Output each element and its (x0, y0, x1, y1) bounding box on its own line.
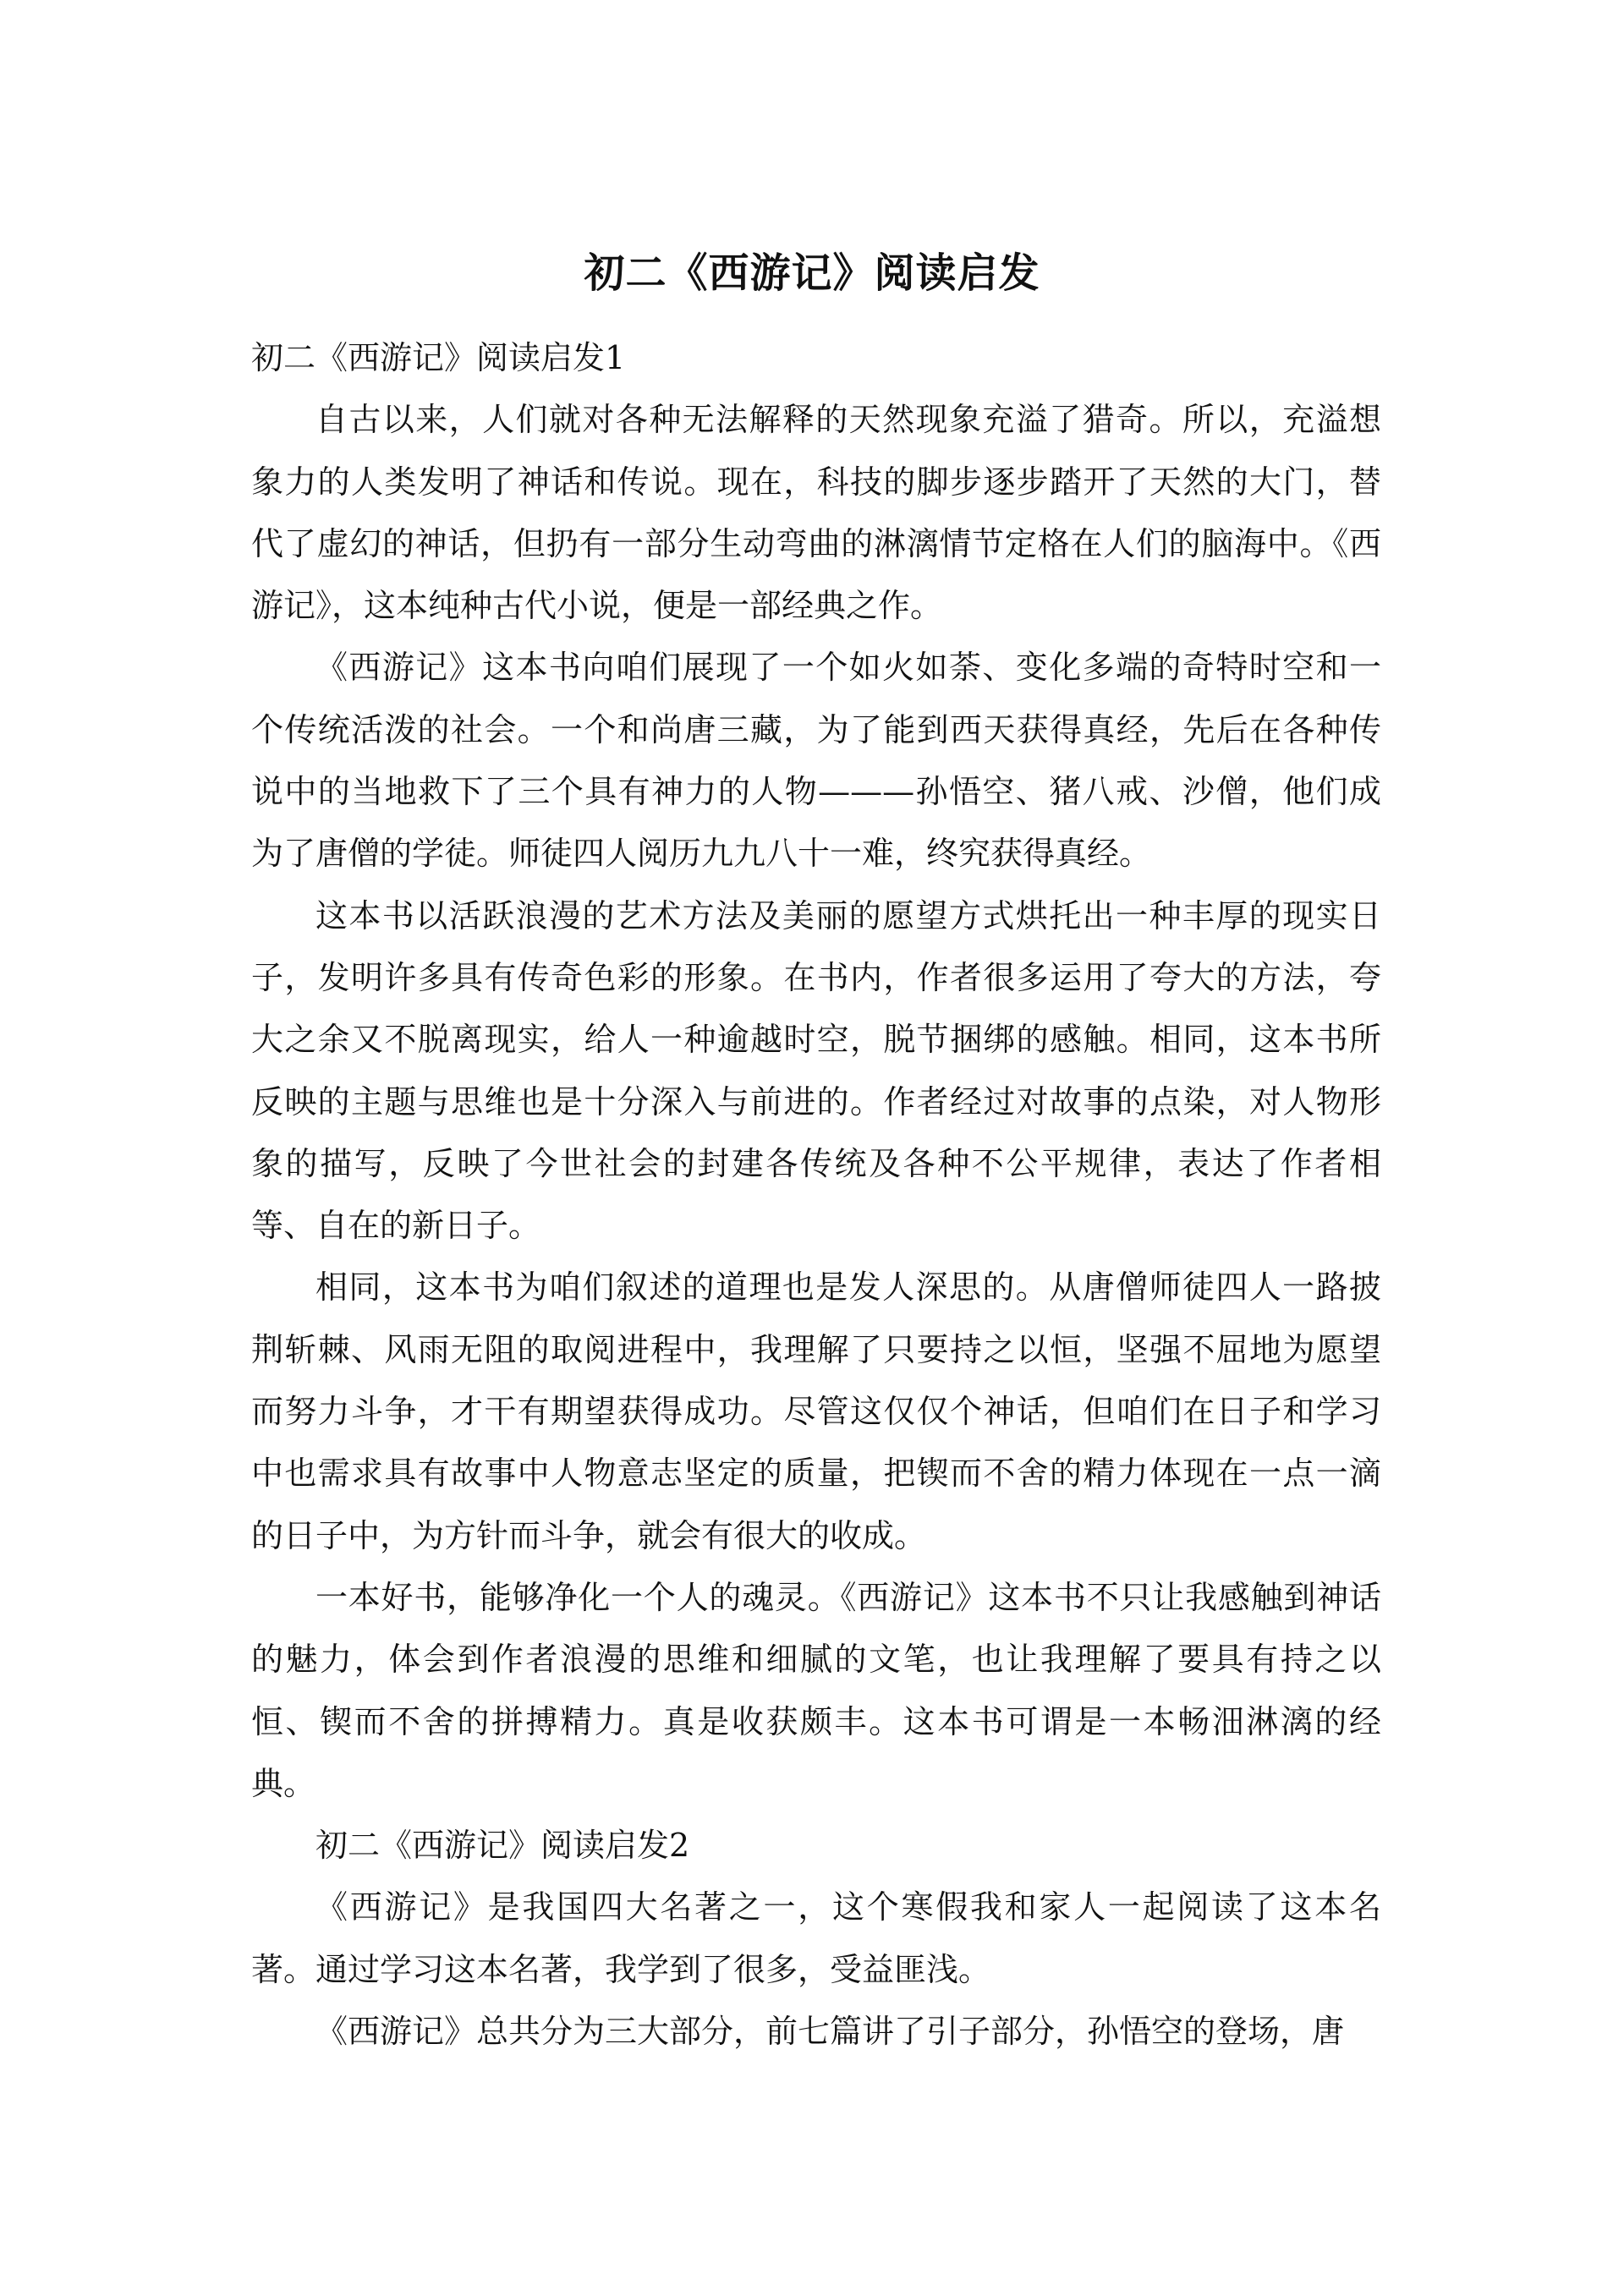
paragraph-line: 《西游记》是我国四大名著之一，这个寒假我和家人一起阅读了这本名 (315, 1888, 1381, 1926)
paragraph (251, 389, 1381, 637)
paragraph (251, 885, 1381, 1258)
section-heading (251, 1815, 1381, 1877)
section-heading-text: 初二《西游记》阅读启发2 (315, 1827, 690, 1865)
paragraph-line: 中也需求具有故事中人物意志坚定的质量，把锲而不舍的精力体现在一点一滴 (251, 1455, 1381, 1493)
paragraph-line: 相同，这本书为咱们叙述的道理也是发人深思的。从唐僧师徒四人一路披 (315, 1269, 1381, 1307)
paragraph-line: 这本书以活跃浪漫的艺术方法及美丽的愿望方式烘托出一种丰厚的现实日 (315, 896, 1381, 934)
paragraph-line: 《西游记》这本书向咱们展现了一个如火如荼、变化多端的奇特时空和一 (315, 649, 1381, 687)
paragraph-line: 反映的主题与思维也是十分深入与前进的。作者经过对故事的点染，对人物形 (251, 1082, 1381, 1121)
paragraph-line: 象的描写，反映了今世社会的封建各传统及各种不公平规律，表达了作者相 (251, 1144, 1381, 1182)
paragraph-line: 游记》，这本纯种古代小说，便是一部经典之作。 (251, 587, 943, 625)
paragraph (251, 637, 1381, 885)
section-heading (251, 327, 1381, 389)
paragraph-line: 的日子中，为方针而斗争，就会有很大的收成。 (251, 1516, 927, 1554)
paragraph-line: 大之余又不脱离现实，给人一种逾越时空，脱节捆绑的感触。相同，这本书所 (251, 1021, 1381, 1059)
paragraph-line: 荆斩棘、风雨无阻的取阅进程中，我理解了只要持之以恒，坚强不屈地为愿望 (251, 1330, 1381, 1368)
paragraph-line: 而努力斗争，才干有期望获得成功。尽管这仅仅个神话，但咱们在日子和学习 (251, 1393, 1381, 1431)
paragraph-line: 著。通过学习这本名著，我学到了很多，受益匪浅。 (251, 1950, 991, 1988)
paragraph (251, 1877, 1381, 2001)
document-title: 初二《西游记》阅读启发 (584, 249, 1040, 297)
paragraph-line: 恒、锲而不舍的拼搏精力。真是收获颇丰。这本书可谓是一本畅沺淋漓的经 (251, 1702, 1381, 1740)
paragraph (251, 2001, 1381, 2063)
paragraph-line: 自古以来，人们就对各种无法解释的天然现象充溢了猎奇。所以，充溢想 (315, 401, 1381, 439)
paragraph-line: 一本好书，能够净化一个人的魂灵。《西游记》这本书不只让我感触到神话 (315, 1578, 1381, 1616)
section-heading-text: 初二《西游记》阅读启发1 (251, 339, 626, 376)
paragraph-line: 等、自在的新日子。 (251, 1207, 541, 1245)
paragraph-line: 典。 (251, 1764, 316, 1802)
paragraph-line: 子，发明许多具有传奇色彩的形象。在书内，作者很多运用了夸大的方法，夸 (251, 958, 1381, 996)
paragraph-line: 说中的当地救下了三个具有神力的人物———孙悟空、猪八戒、沙僧，他们成 (251, 773, 1381, 811)
paragraph-line: 个传统活泼的社会。一个和尚唐三藏，为了能到西天获得真经，先后在各种传 (251, 710, 1381, 748)
paragraph-line: 为了唐僧的学徒。师徒四人阅历九九八十一难，终究获得真经。 (251, 835, 1152, 873)
paragraph (251, 1567, 1381, 1815)
paragraph-line: 《西游记》总共分为三大部分，前七篇讲了引子部分，孙悟空的登场，唐 (315, 2013, 1345, 2051)
paragraph-line: 象力的人类发明了神话和传说。现在，科技的脚步逐步踏开了天然的大门，替 (251, 463, 1381, 501)
paragraph-line: 代了虚幻的神话，但扔有一部分生动弯曲的淋漓情节定格在人们的脑海中。《西 (251, 524, 1381, 562)
paragraph (251, 1257, 1381, 1566)
paragraph-line: 的魅力，体会到作者浪漫的思维和细腻的文笔，也让我理解了要具有持之以 (251, 1641, 1381, 1679)
document-body (251, 327, 1381, 2063)
